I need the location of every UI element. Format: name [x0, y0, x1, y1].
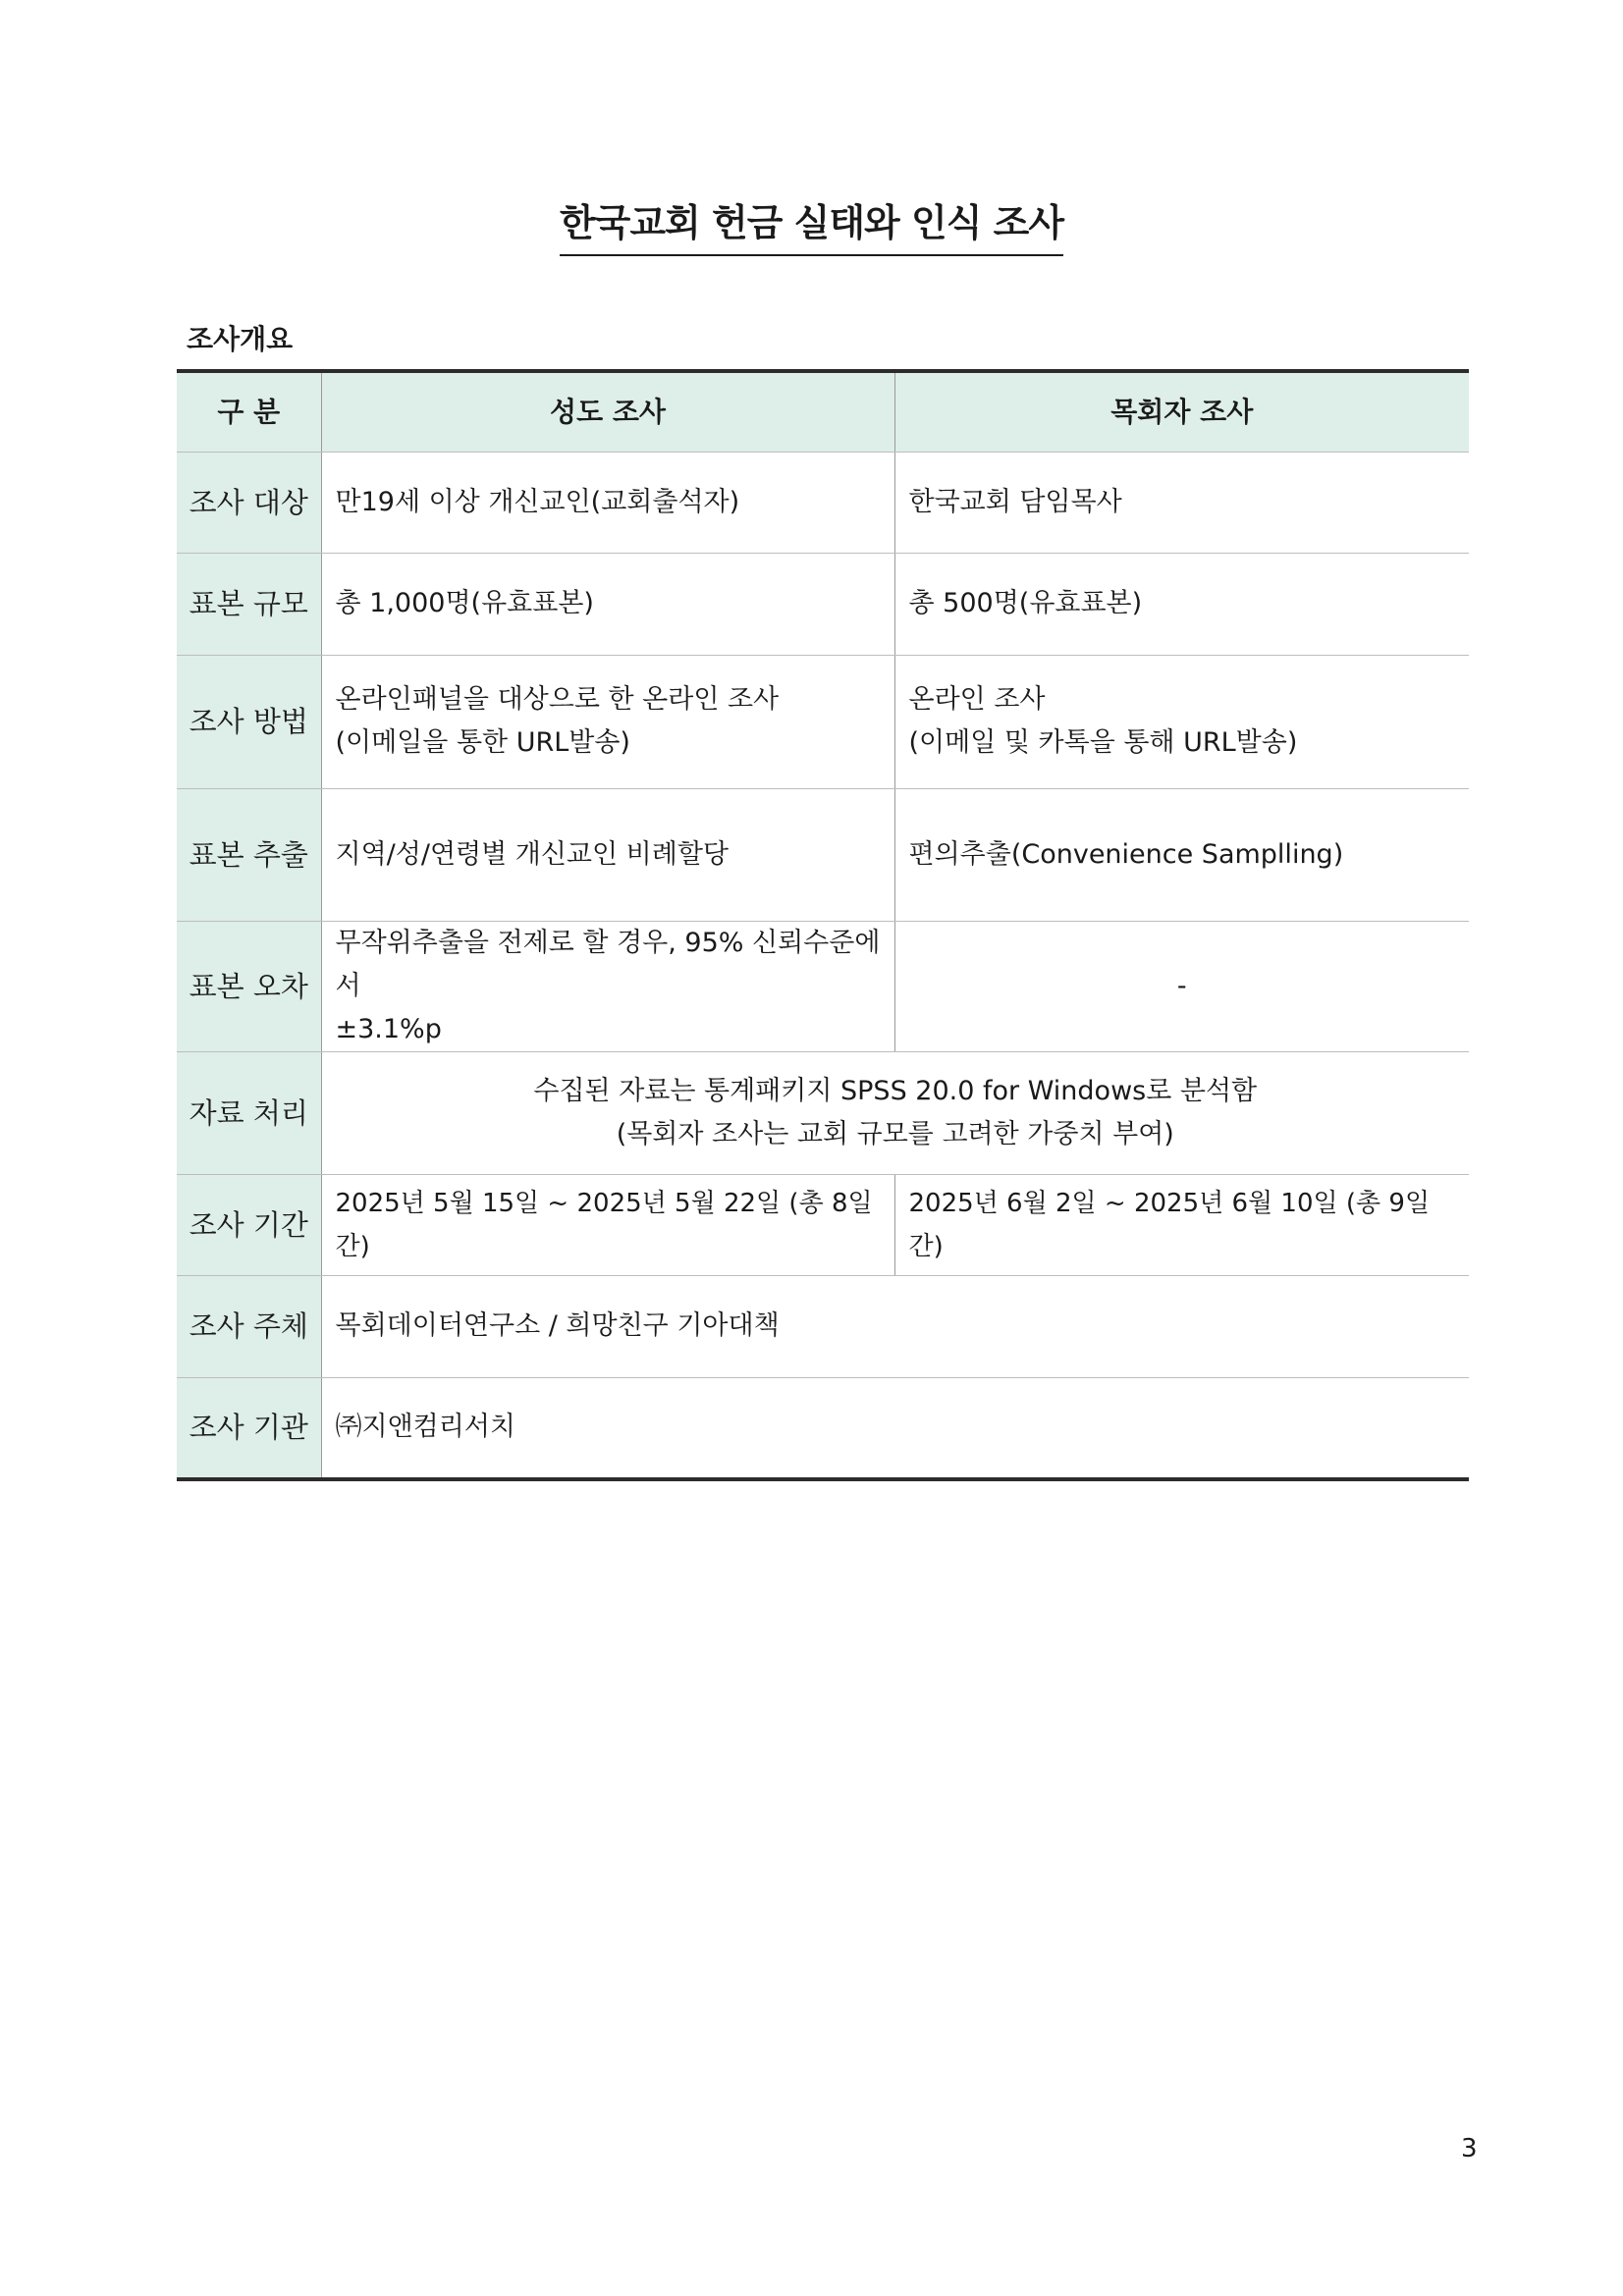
table-row — [177, 921, 1469, 1051]
cell-line: 무작위추출을 전제로 할 경우, 95% 신뢰수준에서 — [335, 927, 881, 1001]
cell-pastor: 총 500명(유효표본) — [894, 553, 1469, 655]
header-pastor-survey: 목회자 조사 — [894, 371, 1469, 452]
page-number: 3 — [1461, 2134, 1478, 2163]
cell-line: (이메일 및 카톡을 통해 URL발송) — [908, 727, 1298, 758]
table-row — [177, 1377, 1469, 1479]
header-member-survey: 성도 조사 — [321, 371, 894, 452]
row-label: 조사 주체 — [177, 1275, 321, 1377]
cell-member — [321, 655, 894, 788]
row-label: 조사 대상 — [177, 452, 321, 553]
cell-merged: ㈜지앤컴리서치 — [321, 1377, 1469, 1479]
row-label: 조사 기간 — [177, 1174, 321, 1275]
cell-merged — [321, 1051, 1469, 1174]
cell-member: 2025년 5월 15일 ~ 2025년 5월 22일 (총 8일간) — [321, 1174, 894, 1275]
row-label: 조사 방법 — [177, 655, 321, 788]
cell-line: (목회자 조사는 교회 규모를 고려한 가중치 부여) — [616, 1118, 1174, 1149]
cell-line: 온라인패널을 대상으로 한 온라인 조사 — [335, 684, 780, 715]
table-row — [177, 452, 1469, 553]
cell-pastor: 2025년 6월 2일 ~ 2025년 6월 10일 (총 9일간) — [894, 1174, 1469, 1275]
page-title-wrap — [0, 192, 1623, 256]
row-label: 표본 추출 — [177, 788, 321, 921]
cell-pastor: - — [894, 921, 1469, 1051]
cell-member — [321, 921, 894, 1051]
table-row — [177, 553, 1469, 655]
survey-overview-table — [177, 369, 1469, 1481]
section-title: 조사개요 — [187, 323, 294, 355]
cell-pastor — [894, 655, 1469, 788]
cell-pastor: 편의추출(Convenience Samplling) — [894, 788, 1469, 921]
row-label: 표본 오차 — [177, 921, 321, 1051]
header-category: 구 분 — [177, 371, 321, 452]
table-row — [177, 788, 1469, 921]
cell-member: 만19세 이상 개신교인(교회출석자) — [321, 452, 894, 553]
table-header-row — [177, 371, 1469, 452]
cell-line: (이메일을 통한 URL발송) — [335, 727, 630, 758]
cell-pastor: 한국교회 담임목사 — [894, 452, 1469, 553]
table-row — [177, 655, 1469, 788]
cell-member: 지역/성/연령별 개신교인 비례할당 — [321, 788, 894, 921]
row-label: 조사 기관 — [177, 1377, 321, 1479]
table-row — [177, 1275, 1469, 1377]
cell-line: 온라인 조사 — [908, 684, 1046, 715]
cell-member: 총 1,000명(유효표본) — [321, 553, 894, 655]
cell-line: 수집된 자료는 통계패키지 SPSS 20.0 for Windows로 분석함 — [533, 1075, 1258, 1106]
table-row — [177, 1174, 1469, 1275]
row-label: 표본 규모 — [177, 553, 321, 655]
row-label: 자료 처리 — [177, 1051, 321, 1174]
cell-line: ±3.1%p — [335, 1013, 442, 1044]
cell-merged: 목회데이터연구소 / 희망친구 기아대책 — [321, 1275, 1469, 1377]
page-title: 한국교회 헌금 실태와 인식 조사 — [560, 192, 1063, 256]
table-row — [177, 1051, 1469, 1174]
